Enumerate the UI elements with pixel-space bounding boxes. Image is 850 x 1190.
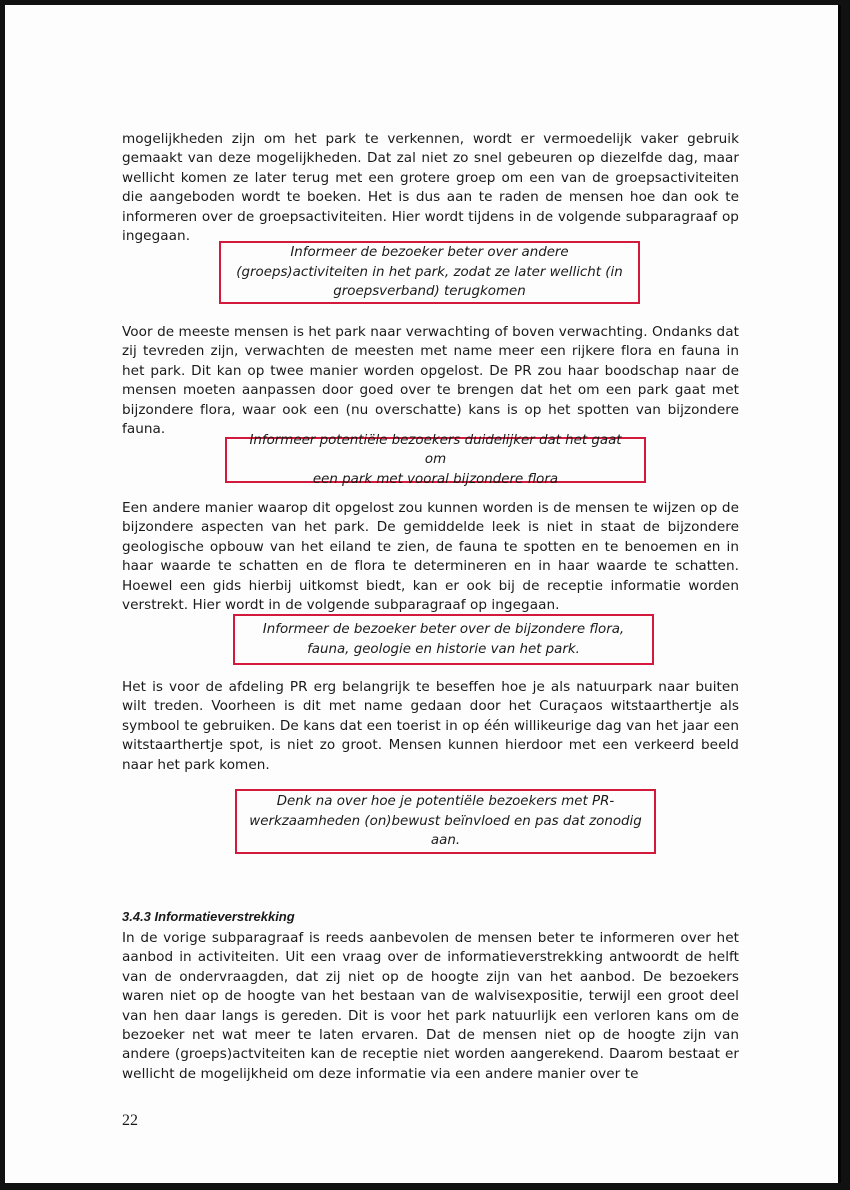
recommendation-box-2 (225, 432, 646, 487)
callout-line: Informeer potentiële bezoekers duidelijker dat het gaat om (249, 432, 622, 468)
recommendation-box-4 (235, 789, 656, 854)
callout-line: Denk na over hoe je potentiële bezoekers met PR- (276, 794, 615, 810)
paragraph-text: In de vorige subparagraaf is reeds aanbevolen de mensen beter te informeren over het aanbod in activiteiten. Uit een vraag over de informatieverstrekking antwoordt de helft van de ondervraagden, dat zij niet op de hoogte zijn van het aanbod. De bezoekers waren niet op de hoogte van het bestaan van de walvisexpositie, terwijl een groot deel van hen daar langs is gereden. Dit is voor het park natuurlijk een verloren kans om de bezoeker net wat meer te laten ervaren. Dat de mensen niet op de hoogte zijn van andere (groeps)actviteiten kan de receptie niet worden aangerekend. Daarom bestaat er wellicht de mogelijkheid om deze informatie via een andere manier over te (122, 930, 739, 1082)
page-number: 22 (122, 1112, 138, 1129)
callout-line: werkzaamheden (on)bewust beïnvloed en pas dat zonodig (249, 813, 642, 829)
paragraph-text: Een andere manier waarop dit opgelost zou kunnen worden is de mensen te wijzen op de bijzondere aspecten van het park. De gemiddelde leek is niet in staat de bijzondere geologische opbouw van het eiland te zien, de fauna te spotten en te benoemen en in haar waarde te schatten en de flora te determineren en in haar waarde te schatten. Hoewel een gids hierbij uitkomst biedt, kan er ook bij de receptie informatie worden verstrekt. Hier wordt in de volgende subparagraaf op ingegaan. (122, 500, 739, 614)
callout-line: groepsverband) terugkomen (333, 284, 526, 300)
callout-line: een park met vooral bijzondere flora (312, 471, 559, 487)
paragraph-text: Het is voor de afdeling PR erg belangrijk te beseffen hoe je als natuurpark naar buiten wilt treden. Voorheen is dit met name gedaan door het Curaçaos witstaarthertje als symbool te gebruiken. De kans dat een toerist in op één willikeurige dag van het jaar een witstaarthertje spot, is niet zo groot. Mensen kunnen hierdoor met een verkeerd beeld naar het park komen. (122, 679, 739, 773)
paragraph-5 (122, 929, 739, 1084)
paragraph-2 (122, 323, 739, 439)
document-page (5, 5, 841, 1183)
paragraph-text: mogelijkheden zijn om het park te verkennen, wordt er vermoedelijk vaker gebruik gemaakt van deze mogelijkheden. Dat zal niet zo snel gebeuren op diezelfde dag, maar wellicht komen ze later terug met een grotere groep om een van de groepsactiviteiten die aangeboden wordt te boeken. Het is dus aan te raden de mensen hoe dan ook te informeren over de groepsactiviteiten. Hier wordt tijdens in de volgende subparagraaf op ingegaan. (122, 131, 739, 245)
paragraph-1 (122, 130, 739, 246)
paragraph-4 (122, 678, 739, 775)
recommendation-box-3 (233, 614, 654, 665)
callout-line: (groeps)activiteiten in het park, zodat ze later wellicht (in (236, 264, 623, 280)
paragraph-3 (122, 499, 739, 615)
callout-line: Informeer de bezoeker beter over andere (290, 245, 569, 261)
callout-line: fauna, geologie en historie van het park. (307, 641, 580, 657)
recommendation-box-1 (219, 241, 640, 304)
callout-line: Informeer de bezoeker beter over de bijzondere flora, (262, 621, 625, 637)
callout-line: aan. (430, 833, 461, 849)
paragraph-text: Voor de meeste mensen is het park naar verwachting of boven verwachting. Ondanks dat zij tevreden zijn, verwachten de meesten met name meer een rijkere flora en fauna in het park. Dit kan op twee manier worden opgelost. De PR zou haar boodschap naar de mensen moeten aanpassen door goed over te brengen dat het om een park gaat met bijzondere flora, waar ook een (nu overschatte) kans is op het spotten van bijzondere fauna. (122, 324, 739, 438)
section-heading: 3.4.3 Informatieverstrekking (122, 909, 295, 924)
